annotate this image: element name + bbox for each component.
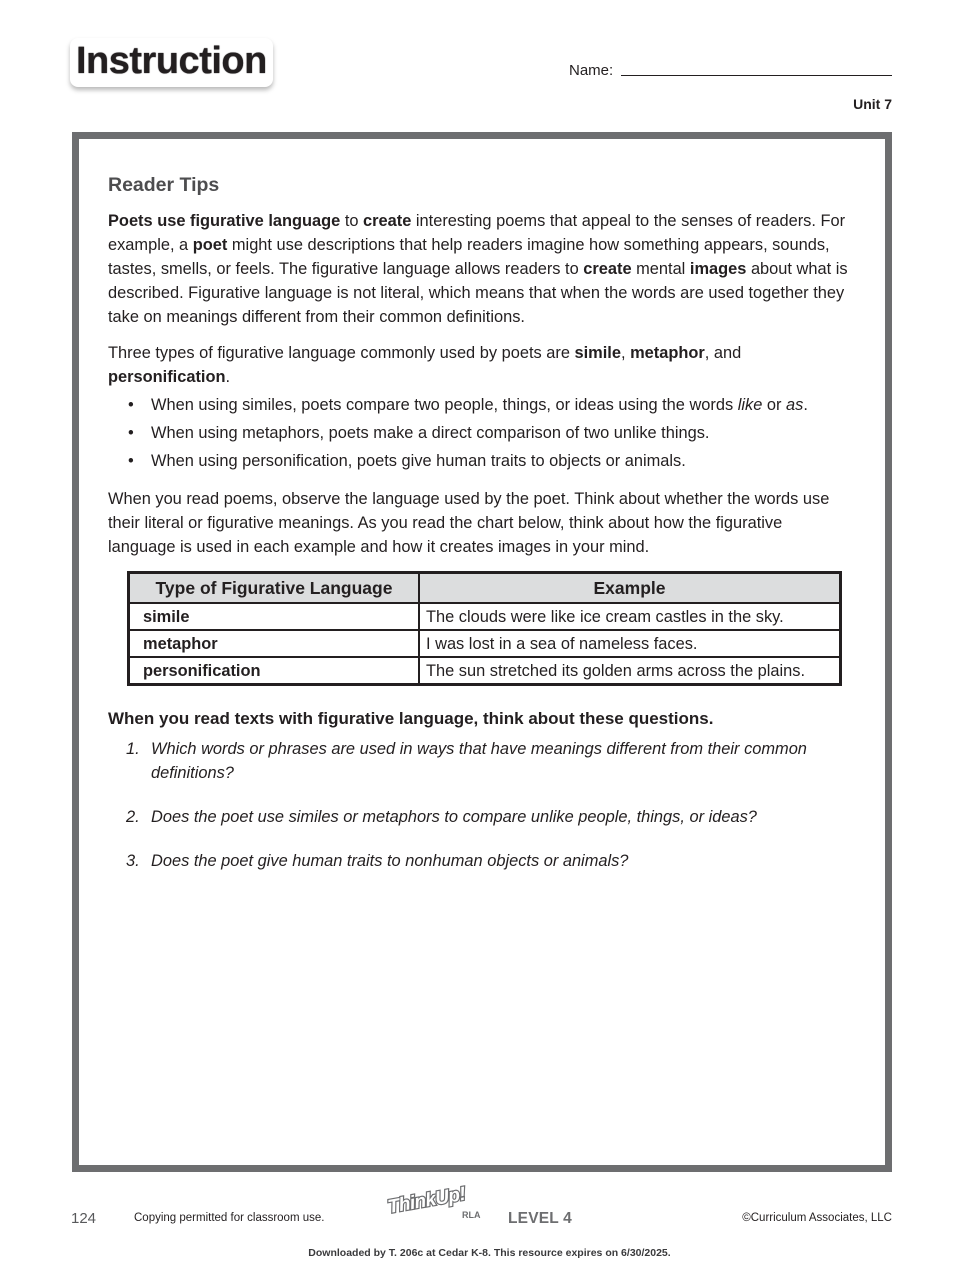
question-item [108,737,853,785]
bold-term: images [689,260,747,278]
question-text: Which words or phrases are used in ways that have meanings different from their common definitions? [151,740,807,782]
name-field-line [621,75,892,76]
types-paragraph [108,341,853,389]
bullet-icon: • [128,424,134,442]
italic-term: as [786,396,804,414]
reading-paragraph: When you read poems, observe the language used by the poet. Think about whether the words use their literal or figurative meanings. As you read the chart below, think about how the figurative language is used in each example and how it creates images in your mind. [108,490,830,556]
text: to [340,212,364,230]
column-header-type: Type of Figurative Language [129,573,420,604]
question-item [108,849,853,873]
bullet-icon: • [128,396,134,414]
italic-term: like [737,396,763,414]
text: might use descriptions that help readers imagine how something appears, sounds, tastes, smells, or feels. The figurative language allows readers to [108,236,830,278]
intro-paragraph [108,209,853,329]
text: Three types of figurative language commonly used by poets are [108,344,575,362]
bold-term: simile [574,344,621,362]
list-item [108,421,853,445]
question-item [108,805,853,829]
table-header-row [129,573,841,604]
reader-tips-box [72,132,892,1172]
question-text: Does the poet use similes or metaphors to compare unlike people, things, or ideas? [151,808,757,826]
cell-example: The sun stretched its golden arms across the plains. [419,657,841,685]
logo-subtitle: RLA [462,1210,481,1220]
logo-wordmark: ThinkUp! [386,1183,467,1219]
bold-term: poet [192,236,228,254]
level-label: LEVEL 4 [508,1210,572,1227]
text: . [225,368,231,386]
cell-type: metaphor [129,630,420,657]
list-item [108,449,853,473]
bold-term: create [583,260,632,278]
figurative-types-list [108,393,853,473]
download-notice: Downloaded by T. 206c at Cedar K-8. This resource expires on 6/30/2025. [308,1247,671,1259]
text: When using similes, poets compare two people, things, or ideas using the words [151,396,738,414]
question-number: 1. [126,740,140,758]
question-number: 2. [126,808,140,826]
table-row [129,630,841,657]
cell-type: simile [129,603,420,630]
text: When using personification, poets give human traits to objects or animals. [151,452,686,470]
reader-tips-content [108,172,853,893]
bullet-icon: • [128,452,134,470]
reader-tips-heading: Reader Tips [108,174,220,196]
bold-term: create [363,212,412,230]
page-number: 124 [71,1210,97,1227]
figurative-language-table [127,571,842,686]
name-label: Name: [569,62,614,79]
thinkup-logo [386,1183,485,1229]
text: mental [631,260,690,278]
text: , [620,344,631,362]
table-row [129,657,841,685]
text: . [803,396,808,414]
questions-heading: When you read texts with figurative language, think about these questions. [108,709,714,728]
list-item [108,393,853,417]
text: interesting poems that appeal to the senses of readers. For example, a [108,212,846,254]
text: or [762,396,787,414]
question-text: Does the poet give human traits to nonhuman objects or animals? [151,852,629,870]
bold-term: Poets use figurative language [108,212,341,230]
copyright-notice: ©Curriculum Associates, LLC [742,1212,892,1224]
unit-label: Unit 7 [853,96,892,112]
text: When using metaphors, poets make a direct comparison of two unlike things. [151,424,710,442]
column-header-example: Example [419,573,841,604]
page-title: Instruction [70,38,273,87]
cell-example: I was lost in a sea of nameless faces. [419,630,841,657]
bold-term: metaphor [630,344,705,362]
cell-example: The clouds were like ice cream castles in the sky. [419,603,841,630]
question-number: 3. [126,852,140,870]
questions-list [108,737,853,873]
text: , and [704,344,742,362]
text: about what is described. Figurative language is not literal, which means that when the words are used together they take on meanings different from their common definitions. [108,260,848,326]
bold-term: personification [108,368,226,386]
cell-type: personification [129,657,420,685]
table-row [129,603,841,630]
copying-notice: Copying permitted for classroom use. [134,1212,325,1224]
